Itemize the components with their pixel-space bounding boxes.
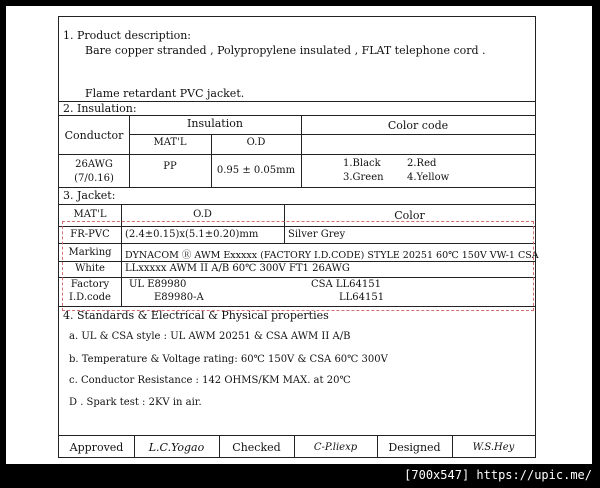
insulation-header: Insulation [187,117,243,130]
divider [59,204,535,205]
jacket-od-header: O.D [193,209,212,220]
color-code-item: 1.Black [343,158,381,169]
divider [129,134,535,135]
color-code-item: 4.Yellow [407,172,450,183]
jacket-color-header: Color [394,209,425,222]
color-code-item: 3.Green [343,172,384,183]
insulation-matl-header: MAT'L [153,137,187,148]
color-code-item: 2.Red [407,158,437,169]
jacket-od-value: (2.4±0.15)x(5.1±0.20)mm [125,229,259,240]
csa-code: CSA LL64151 [311,279,381,290]
divider [59,435,535,436]
marking-highlight [62,221,534,311]
standard-item: D . Spark test : 2KV in air. [69,397,202,408]
jacket-matl-header: MAT'L [73,209,107,220]
checked-signature: C-P.liexp [313,442,358,453]
color-code-header: Color code [387,119,449,132]
factory-label: Factory [70,279,110,290]
section3-heading: 3. Jacket: [63,189,116,202]
standard-item: a. UL & CSA style : UL AWM 20251 & CSA AWM II A/B [69,331,351,342]
standard-item: c. Conductor Resistance : 142 OHMS/KM MAX. at 20℃ [69,375,351,386]
marking-text: DYNACOM Ⓡ AWM Exxxxx (FACTORY I.D.CODE) STYLE 20251 60℃ 150V VW-1 CSA [125,250,539,261]
marking-text-line2: LLxxxxx AWM II A/B 60℃ 300V FT1 26AWG [125,263,350,274]
divider [59,115,535,116]
insulation-od-value: 0.95 ± 0.05mm [216,165,296,176]
approved-label: Approved [69,441,124,454]
jacket-material: FR-PVC [70,229,110,240]
divider [59,187,535,188]
section2-heading: 2. Insulation: [63,102,137,115]
divider [59,101,535,102]
marking-color-label: White [75,263,105,274]
ul-code-alt: E89980-A [154,292,204,303]
section1-heading: 1. Product description: [63,29,192,42]
document-page [6,6,592,464]
jacket-color-value: Silver Grey [288,229,346,240]
product-description-line: Bare copper stranded , Polypropylene insulated , FLAT telephone cord . [85,44,486,57]
insulation-od-header: O.D [246,137,266,148]
conductor-header: Conductor [64,129,124,142]
product-description-jacket: Flame retardant PVC jacket. [85,87,245,100]
checked-label: Checked [232,441,281,454]
marking-label: Marking [68,247,112,258]
insulation-matl-value: PP [163,161,177,172]
standard-item: b. Temperature & Voltage rating: 60℃ 150V & CSA 60℃ 300V [69,354,388,365]
footer-watermark: [700x547] https://upic.me/ [404,468,592,482]
divider [59,154,535,155]
conductor-strand: (7/0.16) [74,173,114,184]
designed-signature: W.S.Hey [472,442,515,453]
conductor-size: 26AWG [75,159,113,170]
footer-bar [0,464,600,488]
approved-signature: L.C.Yogao [148,441,205,454]
ul-code: UL E89980 [129,279,187,290]
designed-label: Designed [388,441,441,454]
section4-heading: 4. Standards & Electrical & Physical properties [63,309,329,322]
csa-code-alt: LL64151 [339,292,385,303]
factory-label-code: I.D.code [69,292,111,303]
